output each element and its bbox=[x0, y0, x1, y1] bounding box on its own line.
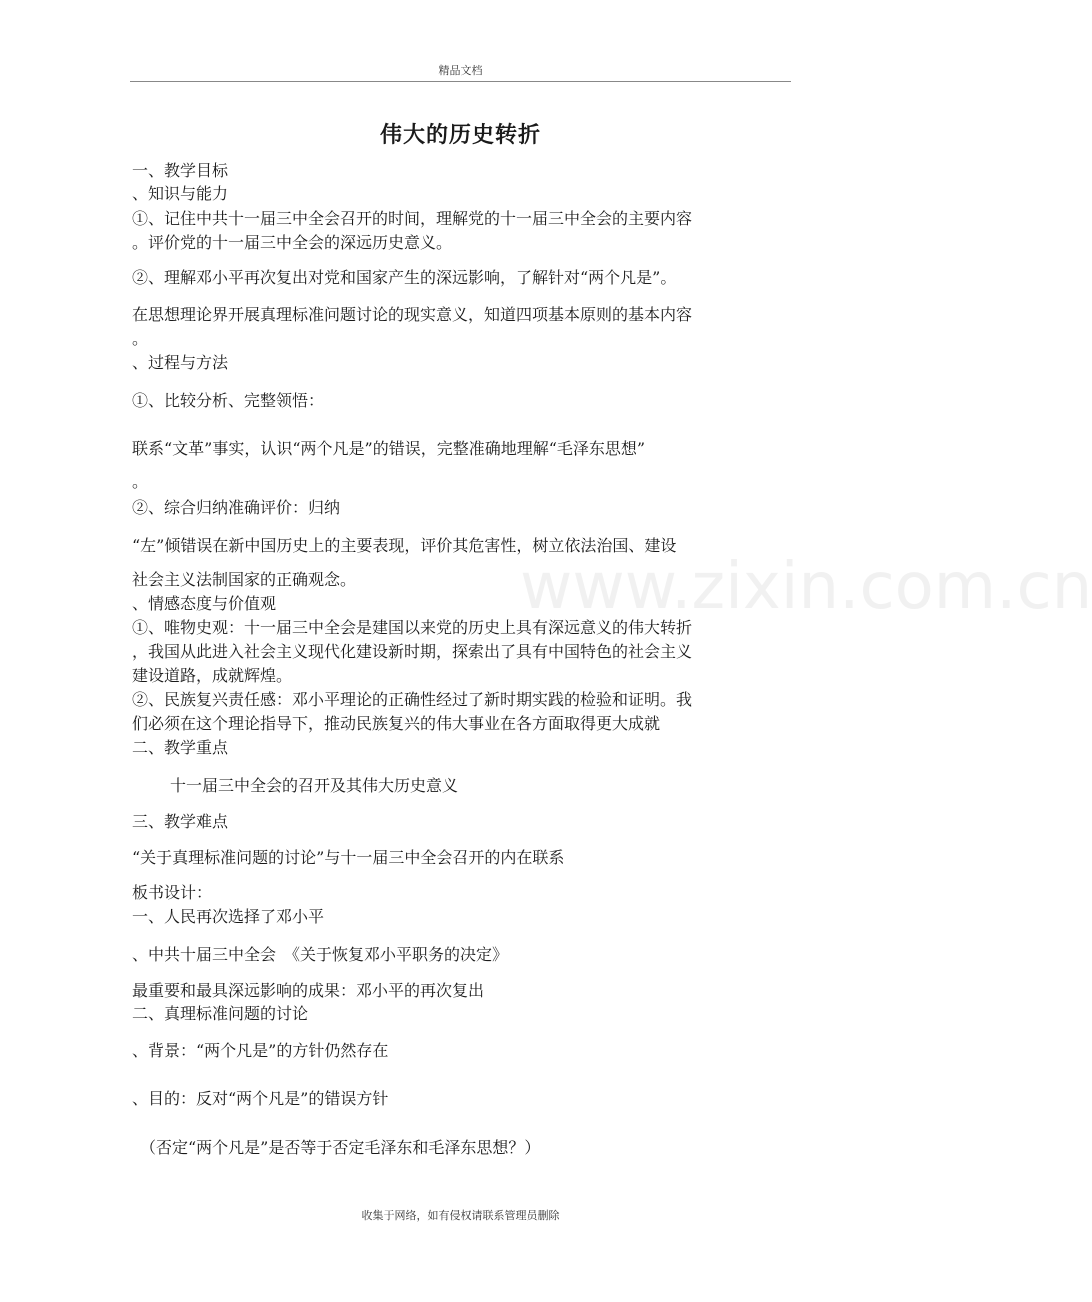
section-heading-objectives: 一、教学目标 bbox=[132, 161, 229, 180]
paragraph-line: 社会主义法制国家的正确观念。 bbox=[132, 570, 357, 589]
paragraph-line: ②、综合归纳准确评价：归纳 bbox=[132, 498, 341, 517]
subheading-board-design: 板书设计： bbox=[132, 883, 213, 902]
paragraph-line: 一、人民再次选择了邓小平 bbox=[132, 907, 325, 926]
paragraph-line: 们必须在这个理论指导下，推动民族复兴的伟大事业在各方面取得更大成就 bbox=[132, 714, 661, 733]
paragraph-line: 建设道路，成就辉煌。 bbox=[132, 666, 293, 685]
subheading-knowledge: 、知识与能力 bbox=[132, 184, 229, 203]
paragraph-line: ①、记住中共十一届三中全会召开的时间，理解党的十一届三中全会的主要内容 bbox=[132, 209, 693, 228]
page-footer: 收集于网络，如有侵权请联系管理员删除 bbox=[361, 1209, 560, 1222]
paragraph-line: （否定“两个凡是”是否等于否定毛泽东和毛泽东思想？） bbox=[140, 1138, 541, 1157]
paragraph-line: 在思想理论界开展真理标准问题讨论的现实意义，知道四项基本原则的基本内容 bbox=[132, 305, 693, 324]
header-divider bbox=[130, 81, 791, 82]
paragraph-line: 。 bbox=[132, 472, 149, 491]
paragraph-line: 。 bbox=[132, 329, 149, 348]
document-title: 伟大的历史转折 bbox=[379, 122, 541, 148]
paragraph-line: 二、真理标准问题的讨论 bbox=[132, 1004, 309, 1023]
paragraph-line: 最重要和最具深远影响的成果：邓小平的再次复出 bbox=[132, 981, 485, 1000]
paragraph-line: 、背景：“两个凡是”的方针仍然存在 bbox=[132, 1041, 389, 1060]
paragraph-line: 、中共十届三中全会 《关于恢复邓小平职务的决定》 bbox=[132, 945, 509, 964]
page-header: 精品文档 bbox=[438, 64, 483, 77]
paragraph-line: 联系“文革”事实，认识“两个凡是”的错误，完整准确地理解“毛泽东思想” bbox=[132, 439, 646, 458]
paragraph-line: ②、民族复兴责任感：邓小平理论的正确性经过了新时期实践的检验和证明。我 bbox=[132, 690, 693, 709]
paragraph-line: ②、理解邓小平再次复出对党和国家产生的深远影响，了解针对“两个凡是”。 bbox=[132, 268, 677, 287]
paragraph-line: ①、比较分析、完整领悟： bbox=[132, 391, 325, 410]
paragraph-line: “关于真理标准问题的讨论”与十一届三中全会召开的内在联系 bbox=[132, 848, 565, 867]
paragraph-line: 。评价党的十一届三中全会的深远历史意义。 bbox=[132, 233, 453, 252]
subheading-attitude: 、情感态度与价值观 bbox=[132, 594, 277, 613]
paragraph-line: ①、唯物史观：十一届三中全会是建国以来党的历史上具有深远意义的伟大转折 bbox=[132, 618, 693, 637]
paragraph-line: “左”倾错误在新中国历史上的主要表现，评价其危害性，树立依法治国、建设 bbox=[132, 536, 677, 555]
subheading-process: 、过程与方法 bbox=[132, 353, 229, 372]
paragraph-line: ，我国从此进入社会主义现代化建设新时期，探索出了具有中国特色的社会主义 bbox=[132, 642, 693, 661]
paragraph-line: 十一届三中全会的召开及其伟大历史意义 bbox=[170, 776, 459, 795]
watermark: www.zixin.com.cn bbox=[520, 550, 1092, 624]
section-heading-focus: 二、教学重点 bbox=[132, 738, 229, 757]
section-heading-difficulty: 三、教学难点 bbox=[132, 812, 229, 831]
paragraph-line: 、目的：反对“两个凡是”的错误方针 bbox=[132, 1089, 389, 1108]
